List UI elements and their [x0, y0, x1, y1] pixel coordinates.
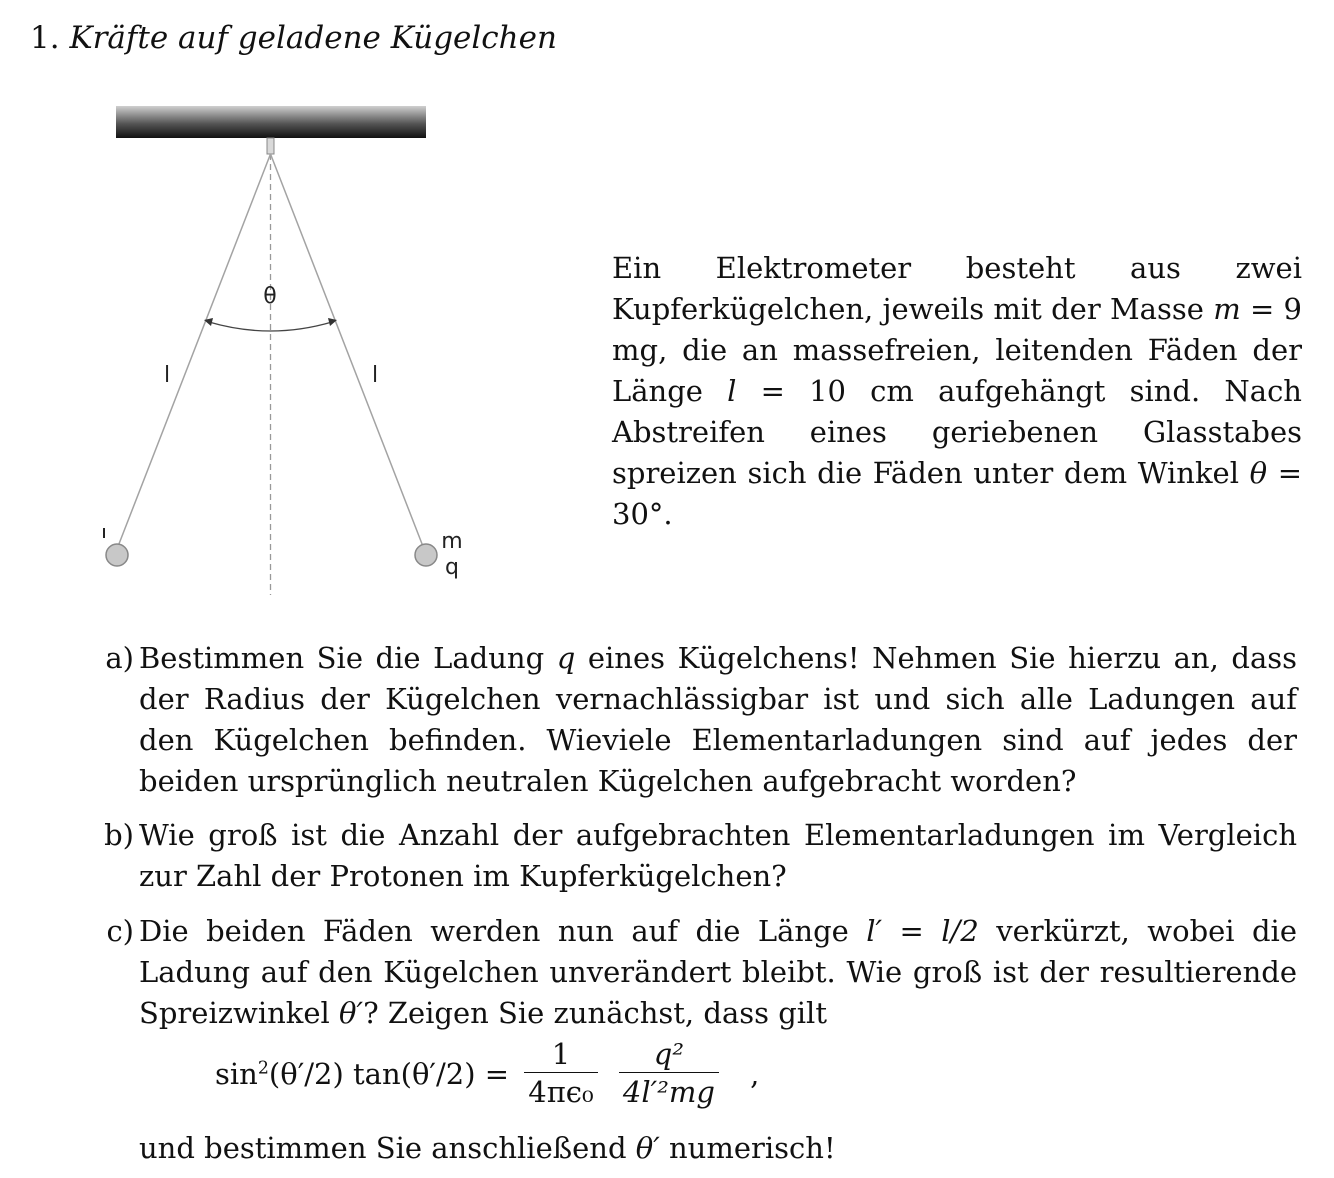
fraction-charge-term: $\frac{\text{q²}}{\text{4l′²mg}}$ [619, 1036, 719, 1111]
right-length-label: l [371, 363, 379, 388]
suspension-hook [267, 138, 274, 154]
exercise-title: Kräfte auf geladene Kügelchen [69, 20, 557, 56]
pendulum-diagram [0, 95, 600, 605]
task-c-text: Die beiden Fäden werden nun auf die Länge l′ = l/2 verkürzt, wobei die Ladung auf den Kügelchen unverändert bleibt. Wie groß ist der resultierende Spreizwinkel θ′? Zeigen Sie zunächst, dass gilt [139, 914, 1297, 1030]
var-l: l [727, 374, 737, 408]
formula [215, 1036, 759, 1111]
fraction-coulomb-constant: $\frac{1}{\text{4πϵ₀}}$ [524, 1036, 597, 1111]
formula-comma: , [750, 1056, 760, 1091]
var-theta: θ [1249, 456, 1268, 490]
left-length-label: l [163, 363, 171, 388]
charge-label: q [445, 555, 459, 580]
closing-line: und bestimmen Sie anschließend θ′ numerisch! [139, 1131, 836, 1165]
formula-lhs: $\sin^2(\theta'/2) \tan(\theta'/2)$ = [215, 1056, 510, 1091]
task-c-label: c) [106, 914, 134, 948]
theta-label: θ [263, 284, 277, 309]
var-m: m [1213, 292, 1241, 326]
right-sphere [415, 544, 437, 566]
mass-label: m [441, 529, 463, 554]
ceiling-bar [116, 106, 426, 138]
right-thread [271, 154, 425, 549]
task-b-text: Wie groß ist die Anzahl der aufgebrachten Elementarladungen im Vergleich zur Zahl der Protonen im Kupferkügelchen? [139, 818, 1297, 893]
task-a-text: Bestimmen Sie die Ladung q eines Kügelchens! Nehmen Sie hierzu an, dass der Radius der Kügelchen vernachlässigbar ist und sich alle Ladungen auf den Kügelchen befinden. Wieviele Elementarladungen sind auf jedes der beiden ursprünglich neutralen Kügelchen aufgebracht worden? [139, 641, 1297, 798]
task-b [90, 815, 1297, 897]
left-sphere [106, 544, 128, 566]
task-a [90, 638, 1297, 802]
task-b-label: b) [104, 818, 134, 852]
intro-paragraph: Ein Elektrometer besteht aus zwei Kupferkügelchen, jeweils mit der Masse m = 9 mg, die an massefreien, leitenden Fäden der Länge l = 10 cm aufgehängt sind. Nach Abstreifen eines geriebenen Glasstabes spreizen sich die Fäden unter dem Winkel θ = 30°. [612, 251, 1303, 531]
task-c [90, 911, 1297, 1034]
task-a-label: a) [105, 641, 134, 675]
section-title [30, 20, 557, 56]
left-thread [117, 154, 271, 549]
exercise-number: 1. [30, 20, 60, 56]
